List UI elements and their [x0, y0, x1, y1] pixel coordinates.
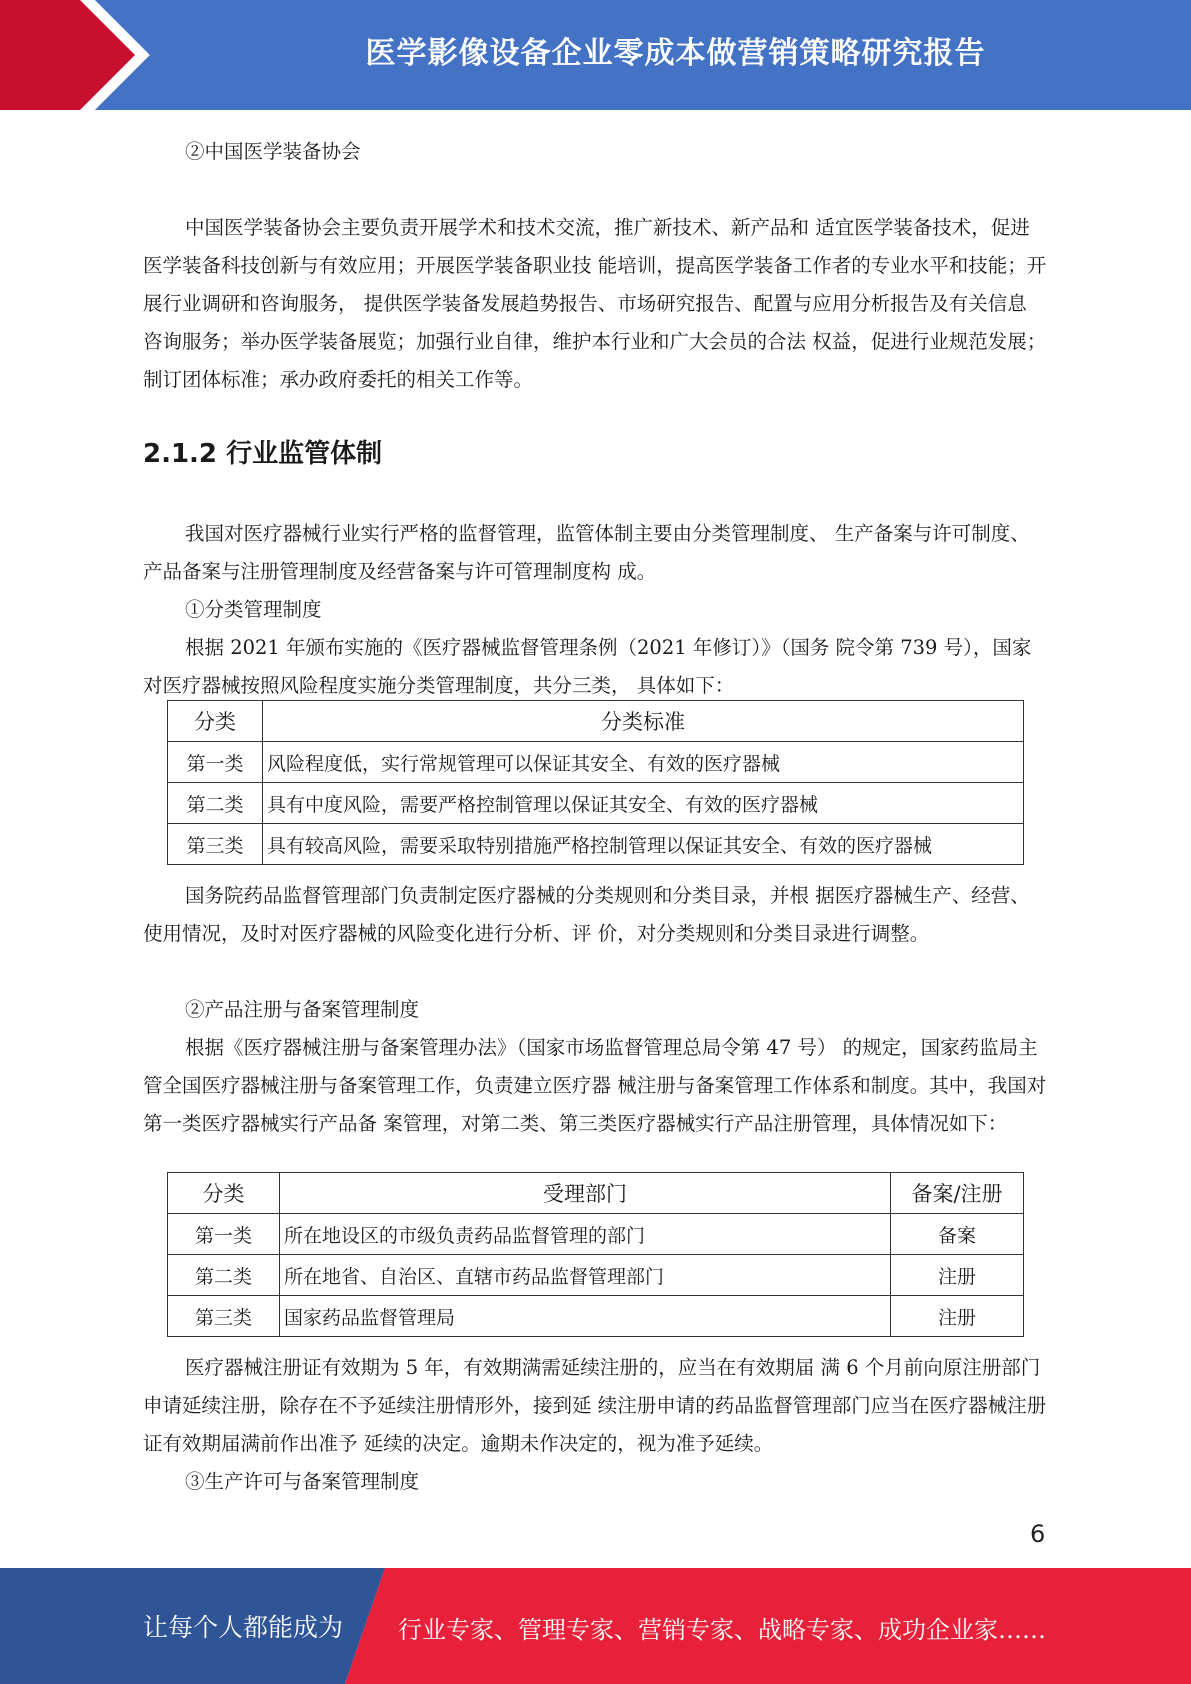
- table-cell: 具有较高风险，需要采取特别措施严格控制管理以保证其安全、有效的医疗器械: [263, 824, 1024, 865]
- table-cell: 注册: [891, 1255, 1024, 1296]
- table-cell: 所在地省、自治区、直辖市药品监督管理部门: [280, 1255, 891, 1296]
- registration-table: [167, 1172, 1024, 1337]
- page-header: [0, 0, 1191, 110]
- table-cell: 注册: [891, 1296, 1024, 1337]
- classification-table: [167, 700, 1024, 865]
- table-header-cell: 分类: [168, 701, 263, 742]
- paragraph-regulation: 我国对医疗器械行业实行严格的监督管理，监管体制主要由分类管理制度、 生产备案与许可制度、产品备案与注册管理制度及经营备案与许可管理制度构 成。: [143, 522, 1030, 583]
- table-header-cell: 分类: [168, 1173, 280, 1214]
- table-row: [168, 824, 1024, 865]
- table-cell: 所在地设区的市级负责药品监督管理的部门: [280, 1214, 891, 1255]
- table-cell: 风险程度低，实行常规管理可以保证其安全、有效的医疗器械: [263, 742, 1024, 783]
- table-header-row: [168, 1173, 1024, 1214]
- table-cell: 具有中度风险，需要严格控制管理以保证其安全、有效的医疗器械: [263, 783, 1024, 824]
- table-header-row: [168, 701, 1024, 742]
- paragraph-classification-desc: 根据 2021 年颁布实施的《医疗器械监督管理条例（2021 年修订）》（国务 院令第 739 号），国家对医疗器械按照风险程度实施分类管理制度，共分三类， 具体如下：: [143, 636, 1032, 697]
- header-chevron-decoration: [0, 0, 160, 110]
- table-cell: 备案: [891, 1214, 1024, 1255]
- paragraph-validity: 医疗器械注册证有效期为 5 年，有效期满需延续注册的，应当在有效期届 满 6 个月前向原注册部门申请延续注册，除存在不予延续注册情形外，接到延 续注册申请的药品监督管理部门应当在医疗器械注册证有效期届满前作出准予 延续的决定。逾期未作决定的，视为准予延续。: [143, 1356, 1047, 1455]
- table-cell: 第三类: [168, 824, 263, 865]
- table-header-cell: 备案/注册: [891, 1173, 1024, 1214]
- paragraph-assoc-title: ②中国医学装备协会: [185, 140, 361, 163]
- paragraph-rules: 国务院药品监督管理部门负责制定医疗器械的分类规则和分类目录，并根 据医疗器械生产、经营、使用情况，及时对医疗器械的风险变化进行分析、评 价，对分类规则和分类目录进行调整。: [143, 884, 1030, 945]
- table-cell: 第二类: [168, 783, 263, 824]
- paragraph-classification-title: ①分类管理制度: [185, 598, 322, 621]
- page-number: 6: [1030, 1520, 1046, 1548]
- table-row: [168, 1214, 1024, 1255]
- table-cell: 国家药品监督管理局: [280, 1296, 891, 1337]
- table-cell: 第二类: [168, 1255, 280, 1296]
- table-row: [168, 742, 1024, 783]
- paragraph-assoc-desc: 中国医学装备协会主要负责开展学术和技术交流，推广新技术、新产品和 适宜医学装备技术，促进医学装备科技创新与有效应用；开展医学装备职业技 能培训，提高医学装备工作者的专业水平和技能；开展行业调研和咨询服务， 提供医学装备发展趋势报告、市场研究报告、配置与应用分析报告及有关信息 咨询服务；举办医学装备展览；加强行业自律，维护本行业和广大会员的合法 权益，促进行业规范发展；制订团体标准；承办政府委托的相关工作等。: [143, 216, 1047, 391]
- report-title: 医学影像设备企业零成本做营销策略研究报告: [365, 36, 986, 71]
- table-header-cell: 分类标准: [263, 701, 1024, 742]
- table-cell: 第一类: [168, 742, 263, 783]
- table-row: [168, 1255, 1024, 1296]
- table-cell: 第一类: [168, 1214, 280, 1255]
- footer-slogan-left: 让每个人都能成为: [143, 1613, 344, 1642]
- paragraph-registration-title: ②产品注册与备案管理制度: [185, 998, 420, 1021]
- paragraph-registration-desc: 根据《医疗器械注册与备案管理办法》（国家市场监督管理总局令第 47 号） 的规定，国家药监局主管全国医疗器械注册与备案管理工作，负责建立医疗器 械注册与备案管理工作体系和制度。其中，我国对第一类医疗器械实行产品备 案管理，对第二类、第三类医疗器械实行产品注册管理，具体情况如下：: [143, 1036, 1047, 1135]
- paragraph-production-title: ③生产许可与备案管理制度: [185, 1470, 420, 1493]
- section-heading: 2.1.2 行业监管体制: [143, 439, 383, 469]
- table-header-cell: 受理部门: [280, 1173, 891, 1214]
- page-footer: [0, 1568, 1191, 1684]
- table-cell: 第三类: [168, 1296, 280, 1337]
- table-row: [168, 1296, 1024, 1337]
- footer-slogan-right: 行业专家、管理专家、营销专家、战略专家、成功企业家……: [398, 1616, 1046, 1644]
- table-row: [168, 783, 1024, 824]
